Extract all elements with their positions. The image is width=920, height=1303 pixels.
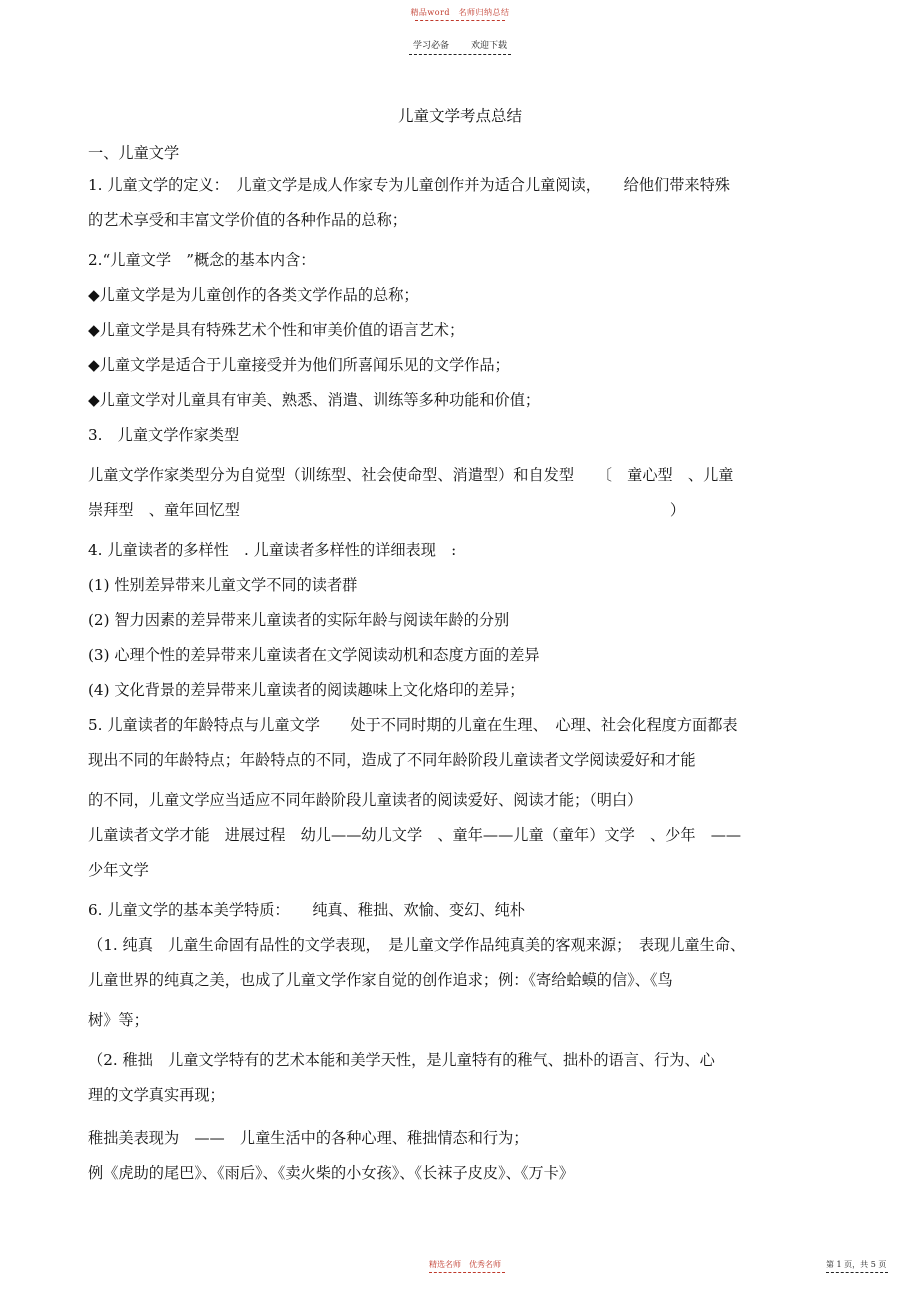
document-title: 儿童文学考点总结 (397, 107, 522, 125)
section-heading: 一、儿童文学 (88, 144, 180, 162)
page-number-text: 第 1 页，共 5 页 (826, 1260, 887, 1269)
body-line-split (88, 493, 833, 528)
body-line: 5. 儿童读者的年龄特点与儿童文学 处于不同时期的儿童在生理、 心理、社会化程度方面都表 (88, 716, 738, 734)
bullet-line: ◆儿童文学是适合于儿童接受并为他们所喜闻乐见的文学作品； (88, 356, 510, 374)
footer-left-dash (429, 1272, 505, 1273)
body-line: （2. 稚拙 儿童文学特有的艺术本能和美学天性，是儿童特有的稚气、拙朴的语言、行为、心 (88, 1051, 715, 1069)
bullet-line: ◆儿童文学是具有特殊艺术个性和审美价值的语言艺术； (88, 321, 465, 339)
body-line: 2.“儿童文学 ”概念的基本内含： (88, 251, 316, 269)
body-line: 崇拜型 、童年回忆型 (88, 501, 240, 519)
document-body (88, 138, 833, 1191)
body-line: 4. 儿童读者的多样性 . 儿童读者多样性的详细表现 : (88, 541, 457, 559)
list-item: (3) 心理个性的差异带来儿童读者在文学阅读动机和态度方面的差异 (88, 646, 540, 664)
body-line: 儿童读者文学才能 进展过程 幼儿——幼儿文学 、童年——儿童（童年）文学 、少年 —— (88, 826, 742, 844)
body-line: 儿童文学作家类型分为自觉型（训练型、社会使命型、消遣型）和自发型 〔 童心型 、儿童 (88, 466, 734, 484)
header-dash-rule (409, 54, 511, 55)
body-line: 理的文学真实再现； (88, 1086, 225, 1104)
closing-bracket: ） (669, 501, 685, 519)
body-line: 6. 儿童文学的基本美学特质： 纯真、稚拙、欢愉、变幻、纯朴 (88, 901, 525, 919)
body-line: 少年文学 (88, 861, 149, 879)
body-line: 现出不同的年龄特点；年龄特点的不同，造成了不同年龄阶段儿童读者文学阅读爱好和才能 (88, 751, 696, 769)
body-line: 例《虎助的尾巴》、《雨后》、《卖火柴的小女孩》、《长袜子皮皮》、《万卡》 (88, 1164, 574, 1182)
body-line: 1. 儿童文学的定义： 儿童文学是成人作家专为儿童创作并为适合儿童阅读， 给他们带来特殊 (88, 176, 730, 194)
footer-right-dash (826, 1272, 888, 1273)
body-line: 稚拙美表现为 —— 儿童生活中的各种心理、稚拙情态和行为； (88, 1129, 529, 1147)
list-item: (2) 智力因素的差异带来儿童读者的实际年龄与阅读年龄的分别 (88, 611, 510, 629)
body-line: 树》等； (88, 1011, 149, 1029)
footer-left (429, 1259, 505, 1273)
banner-dash-rule (415, 20, 505, 21)
bullet-line: ◆儿童文学是为儿童创作的各类文学作品的总称； (88, 286, 419, 304)
body-line: 的不同，儿童文学应当适应不同年龄阶段儿童读者的阅读爱好、阅读才能；（明白） (88, 791, 643, 809)
page-number (826, 1259, 888, 1273)
banner-text: 精品word 名师归纳总结 (410, 8, 510, 17)
footer-left-text: 精选名师 优秀名师 (429, 1260, 501, 1269)
body-line: 儿童世界的纯真之美，也成了儿童文学作家自觉的创作追求；例：《寄给蛤蟆的信》、《鸟 (88, 971, 673, 989)
body-line: 的艺术享受和丰富文学价值的各种作品的总称； (88, 211, 407, 229)
body-line: （1. 纯真 儿童生命固有品性的文学表现， 是儿童文学作品纯真美的客观来源； 表现儿童生命、 (88, 936, 746, 954)
page-sub-header (0, 38, 920, 55)
list-item: (4) 文化背景的差异带来儿童读者的阅读趣味上文化烙印的差异； (88, 681, 525, 699)
header-right-text: 欢迎下载 (471, 41, 508, 51)
bullet-line: ◆儿童文学对儿童具有审美、熟悉、消遣、训练等多种功能和价值； (88, 391, 541, 409)
body-line: 3. 儿童文学作家类型 (88, 426, 240, 444)
top-banner (0, 7, 920, 21)
header-left-text: 学习必备 (412, 41, 449, 51)
list-item: (1) 性别差异带来儿童文学不同的读者群 (88, 576, 358, 594)
